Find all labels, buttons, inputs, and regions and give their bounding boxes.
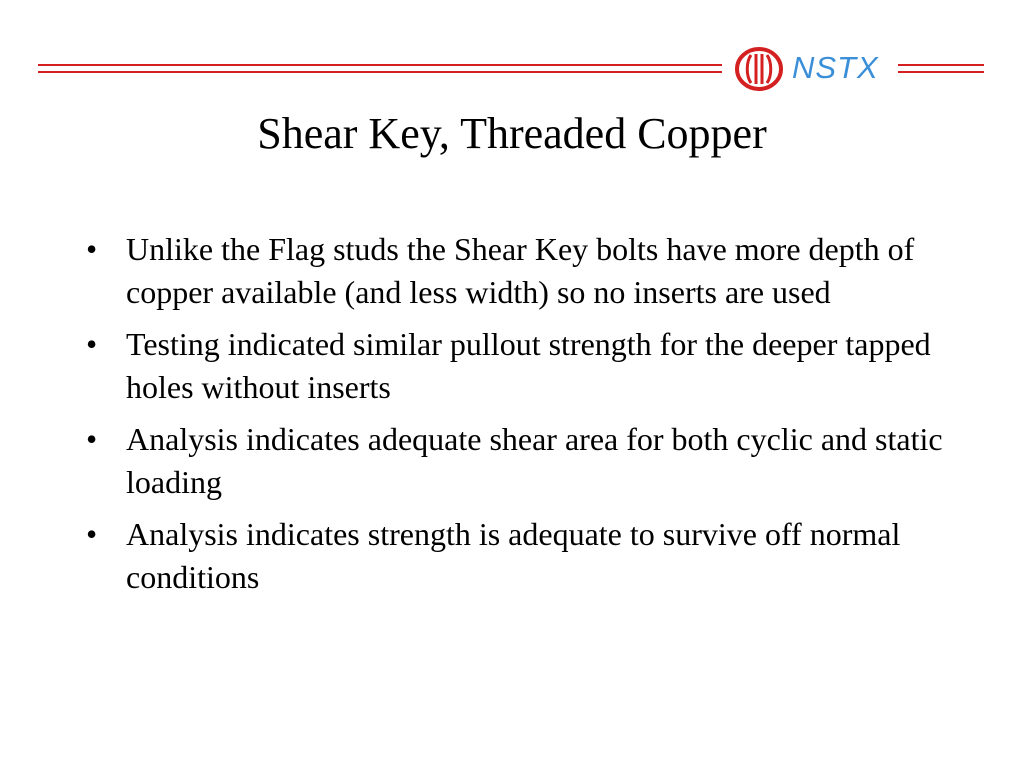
slide-header [0, 0, 1024, 100]
bullet-marker: • [86, 326, 98, 362]
header-rule-left-bottom [38, 71, 722, 73]
nstx-emblem-icon [734, 46, 784, 92]
header-rule-right-top [898, 64, 984, 66]
bullet-list [86, 228, 946, 608]
bullet-item [86, 418, 946, 504]
header-rule-left-top [38, 64, 722, 66]
bullet-marker: • [86, 421, 98, 457]
bullet-item [86, 323, 946, 409]
bullet-marker: • [86, 516, 98, 552]
bullet-text: Unlike the Flag studs the Shear Key bolts have more depth of copper available (and less width) so no inserts are used [126, 231, 915, 310]
bullet-item [86, 513, 946, 599]
nstx-logo-text: NSTX [792, 50, 879, 85]
bullet-text: Testing indicated similar pullout strength for the deeper tapped holes without inserts [126, 326, 931, 405]
slide-title: Shear Key, Threaded Copper [257, 109, 767, 158]
bullet-marker: • [86, 231, 98, 267]
bullet-item [86, 228, 946, 314]
bullet-text: Analysis indicates strength is adequate to survive off normal conditions [126, 516, 901, 595]
bullet-text: Analysis indicates adequate shear area for both cyclic and static loading [126, 421, 943, 500]
header-rule-right-bottom [898, 71, 984, 73]
